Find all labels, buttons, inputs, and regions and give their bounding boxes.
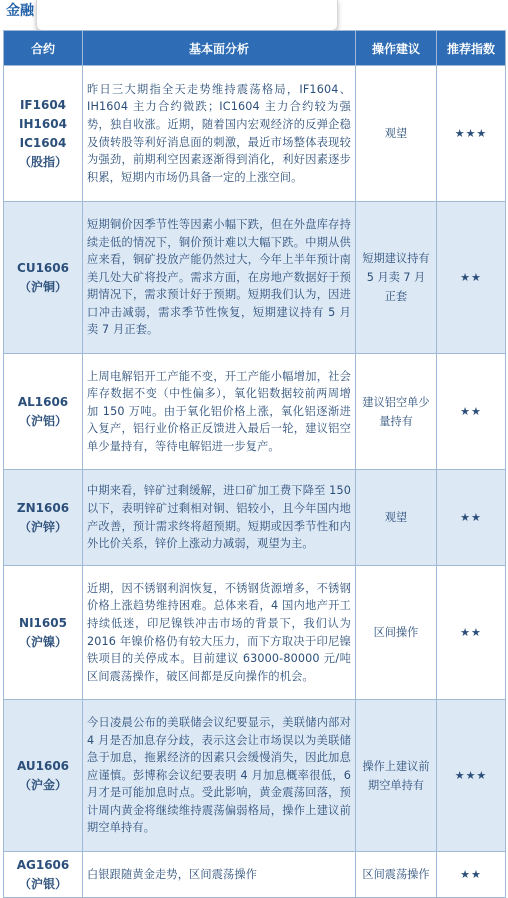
rating-stars: ★★ <box>437 202 506 354</box>
contract-cell <box>4 566 83 700</box>
contract-category: （沪铜） <box>18 279 67 294</box>
contract-cell <box>4 202 83 354</box>
contract-cell <box>4 354 83 470</box>
contract-category: （沪镍） <box>18 634 67 649</box>
contract-cell <box>4 470 83 566</box>
table-row <box>4 852 506 898</box>
advice-cell: 观望 <box>356 66 437 202</box>
header-rating: 推荐指数 <box>437 31 506 66</box>
rating-stars: ★★ <box>437 354 506 470</box>
analysis-cell: 昨日三大期指全天走势维持震荡格局，IF1604、IH1604 主力合约微跌；IC1604 主力合约较为强势，独自收涨。近期，随着国内宏观经济的反弹企稳及债转股等利好消息面的刺激，最近市场整体表现较为强劲，前期利空因素逐渐得到消化，利好因素逐步积累，短期内市场仍具备一定的上涨空间。 <box>83 66 356 202</box>
header-advice: 操作建议 <box>356 31 437 66</box>
contract-code: IH1604 <box>19 116 67 131</box>
analysis-cell: 上周电解铝开工产能不变，开工产能小幅增加，社会库存数据不变（中性偏多），氧化铝数据较前两周增加 150 万吨。由于氧化铝价格上涨，氧化铝逐渐进入复产，铝行业价格正反馈进入最后一轮，建议铝空单少量持有，等待电解铝进一步复产。 <box>83 354 356 470</box>
rating-stars: ★★★ <box>437 66 506 202</box>
contract-category: （沪金） <box>18 777 67 792</box>
advice-cell: 短期建议持有 5 月卖 7 月正套 <box>356 202 437 354</box>
advice-cell: 区间操作 <box>356 566 437 700</box>
contract-category: （沪铝） <box>18 413 67 428</box>
contract-category: （沪锌） <box>18 519 67 534</box>
contract-code: CU1606 <box>17 260 69 275</box>
contract-category: （股指） <box>18 154 67 169</box>
contract-code: AL1606 <box>17 394 69 409</box>
rating-stars: ★★★ <box>437 700 506 852</box>
contract-category: （沪银） <box>18 876 67 891</box>
table-row <box>4 202 506 354</box>
table-row <box>4 354 506 470</box>
header-contract: 合约 <box>4 31 83 66</box>
contract-cell <box>4 700 83 852</box>
contract-code: IC1604 <box>19 135 67 150</box>
rating-stars: ★★ <box>437 566 506 700</box>
contract-code: ZN1606 <box>16 500 70 515</box>
table-row <box>4 470 506 566</box>
contract-cell <box>4 852 83 898</box>
contract-code: AU1606 <box>16 758 70 773</box>
analysis-cell: 今日凌晨公布的美联储会议纪要显示，美联储内部对 4 月是否加息存分歧，表示这会让市场误以为美联储急于加息，拖累经济的因素只会缓慢消失，因此加息应谨慎。彭博称会议纪要表明 4 月加息概率很低，6 月才是可能加息时点。受此影响，黄金震荡回落，预计周内黄金将继续维持震荡偏弱格局，操作上建议前期空单持有。 <box>83 700 356 852</box>
analysis-cell: 近期，因不锈钢利润恢复，不锈钢货源增多，不锈钢价格上涨趋势维持困难。总体来看，4 国内地产开工持续低迷，印尼镍铁冲击市场的背景下，我们认为 2016 年镍价格仍有较大压力，而下方取决于印尼镍铁项目的关停成本。目前建议 63000-80000 元/吨区间震荡操作，破区间都是反向操作的机会。 <box>83 566 356 700</box>
contract-code: IF1604 <box>19 97 67 112</box>
advice-cell: 操作上建议前期空单持有 <box>356 700 437 852</box>
analysis-cell: 中期来看，锌矿过剩缓解，进口矿加工费下降至 150 以下，表明锌矿过剩相对铜、铝较小，且今年国内地产改善，预计需求终将超预期。短期或因季节性和内外比价关系，锌价上涨动力减弱，观望为主。 <box>83 470 356 566</box>
table-row <box>4 700 506 852</box>
contract-code: NI1605 <box>19 615 67 630</box>
rating-stars: ★★ <box>437 470 506 566</box>
analysis-cell: 短期铜价因季节性等因素小幅下跌，但在外盘库存持续走低的情况下，铜价预计难以大幅下跌。中期从供应来看，铜矿投放产能仍然过大，今年上半年预计南美几处大矿将投产。需求方面，在房地产数据好于预期情况下，需求预计好于预期。短期我们认为，因进口冲击减弱，需求季节性恢复，短期建议持有 5 月卖 7 月正套。 <box>83 202 356 354</box>
advice-cell: 区间震荡操作 <box>356 852 437 898</box>
advice-cell: 观望 <box>356 470 437 566</box>
table-row <box>4 66 506 202</box>
contract-cell <box>4 66 83 202</box>
analysis-cell: 白银跟随黄金走势，区间震荡操作 <box>83 852 356 898</box>
table-row <box>4 566 506 700</box>
contract-code: AG1606 <box>16 857 70 872</box>
section-title: 金融 <box>6 3 34 19</box>
popup-overlay[interactable] <box>36 0 338 31</box>
rating-stars: ★★ <box>437 852 506 898</box>
futures-analysis-table <box>3 30 506 898</box>
header-analysis: 基本面分析 <box>83 31 356 66</box>
advice-cell: 建议铝空单少量持有 <box>356 354 437 470</box>
